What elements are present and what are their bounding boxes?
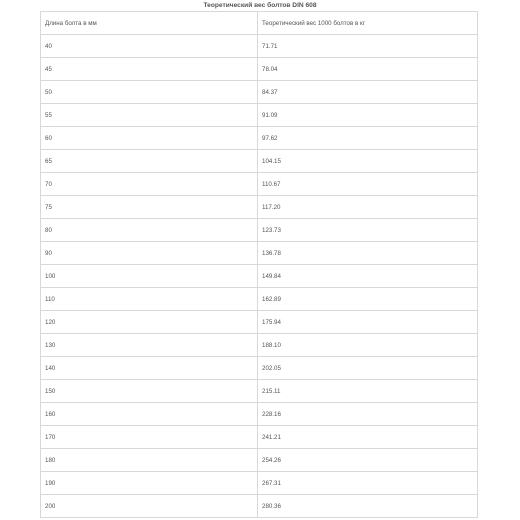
- table-row: [41, 472, 478, 495]
- table-row: [41, 242, 478, 265]
- cell-weight: 254.26: [258, 449, 478, 472]
- cell-length: 190: [41, 472, 258, 495]
- cell-weight: 117.20: [258, 196, 478, 219]
- cell-length: 70: [41, 173, 258, 196]
- table-row: [41, 334, 478, 357]
- table-row: [41, 495, 478, 518]
- cell-length: 45: [41, 58, 258, 81]
- table-row: [41, 81, 478, 104]
- table-row: [41, 150, 478, 173]
- cell-length: 90: [41, 242, 258, 265]
- table-title: Теоретический вес болтов DIN 608: [203, 2, 317, 9]
- cell-weight: 91.09: [258, 104, 478, 127]
- cell-weight: 136.78: [258, 242, 478, 265]
- table-row: [41, 127, 478, 150]
- cell-length: 50: [41, 81, 258, 104]
- cell-length: 110: [41, 288, 258, 311]
- cell-weight: 280.36: [258, 495, 478, 518]
- table-row: [41, 288, 478, 311]
- cell-weight: 267.31: [258, 472, 478, 495]
- cell-length: 180: [41, 449, 258, 472]
- cell-weight: 84.37: [258, 81, 478, 104]
- cell-weight: 228.16: [258, 403, 478, 426]
- table-row: [41, 311, 478, 334]
- table-row: [41, 403, 478, 426]
- table-row: [41, 58, 478, 81]
- cell-length: 160: [41, 403, 258, 426]
- cell-length: 65: [41, 150, 258, 173]
- cell-length: 75: [41, 196, 258, 219]
- table-row: [41, 173, 478, 196]
- table-row: [41, 380, 478, 403]
- table-row: [41, 219, 478, 242]
- cell-weight: 175.94: [258, 311, 478, 334]
- cell-weight: 215.11: [258, 380, 478, 403]
- cell-weight: 149.84: [258, 265, 478, 288]
- cell-weight: 71.71: [258, 35, 478, 58]
- cell-length: 170: [41, 426, 258, 449]
- cell-length: 120: [41, 311, 258, 334]
- cell-length: 80: [41, 219, 258, 242]
- cell-weight: 123.73: [258, 219, 478, 242]
- cell-weight: 104.15: [258, 150, 478, 173]
- cell-weight: 110.67: [258, 173, 478, 196]
- cell-length: 150: [41, 380, 258, 403]
- cell-length: 55: [41, 104, 258, 127]
- table-row: [41, 357, 478, 380]
- column-header-length: Длина болта в мм: [41, 12, 258, 35]
- cell-length: 130: [41, 334, 258, 357]
- table-row: [41, 196, 478, 219]
- table-body: [41, 35, 478, 518]
- cell-length: 100: [41, 265, 258, 288]
- cell-weight: 202.05: [258, 357, 478, 380]
- column-header-weight: Теоретический вес 1000 болтов в кг: [258, 12, 478, 35]
- cell-weight: 188.10: [258, 334, 478, 357]
- cell-length: 40: [41, 35, 258, 58]
- table-header-row: [41, 12, 478, 35]
- cell-length: 140: [41, 357, 258, 380]
- cell-weight: 162.89: [258, 288, 478, 311]
- table-row: [41, 265, 478, 288]
- table-row: [41, 449, 478, 472]
- cell-length: 60: [41, 127, 258, 150]
- table-row: [41, 104, 478, 127]
- cell-length: 200: [41, 495, 258, 518]
- bolt-weight-table: [40, 11, 478, 518]
- table-row: [41, 426, 478, 449]
- table-row: [41, 35, 478, 58]
- cell-weight: 241.21: [258, 426, 478, 449]
- cell-weight: 97.62: [258, 127, 478, 150]
- cell-weight: 78.04: [258, 58, 478, 81]
